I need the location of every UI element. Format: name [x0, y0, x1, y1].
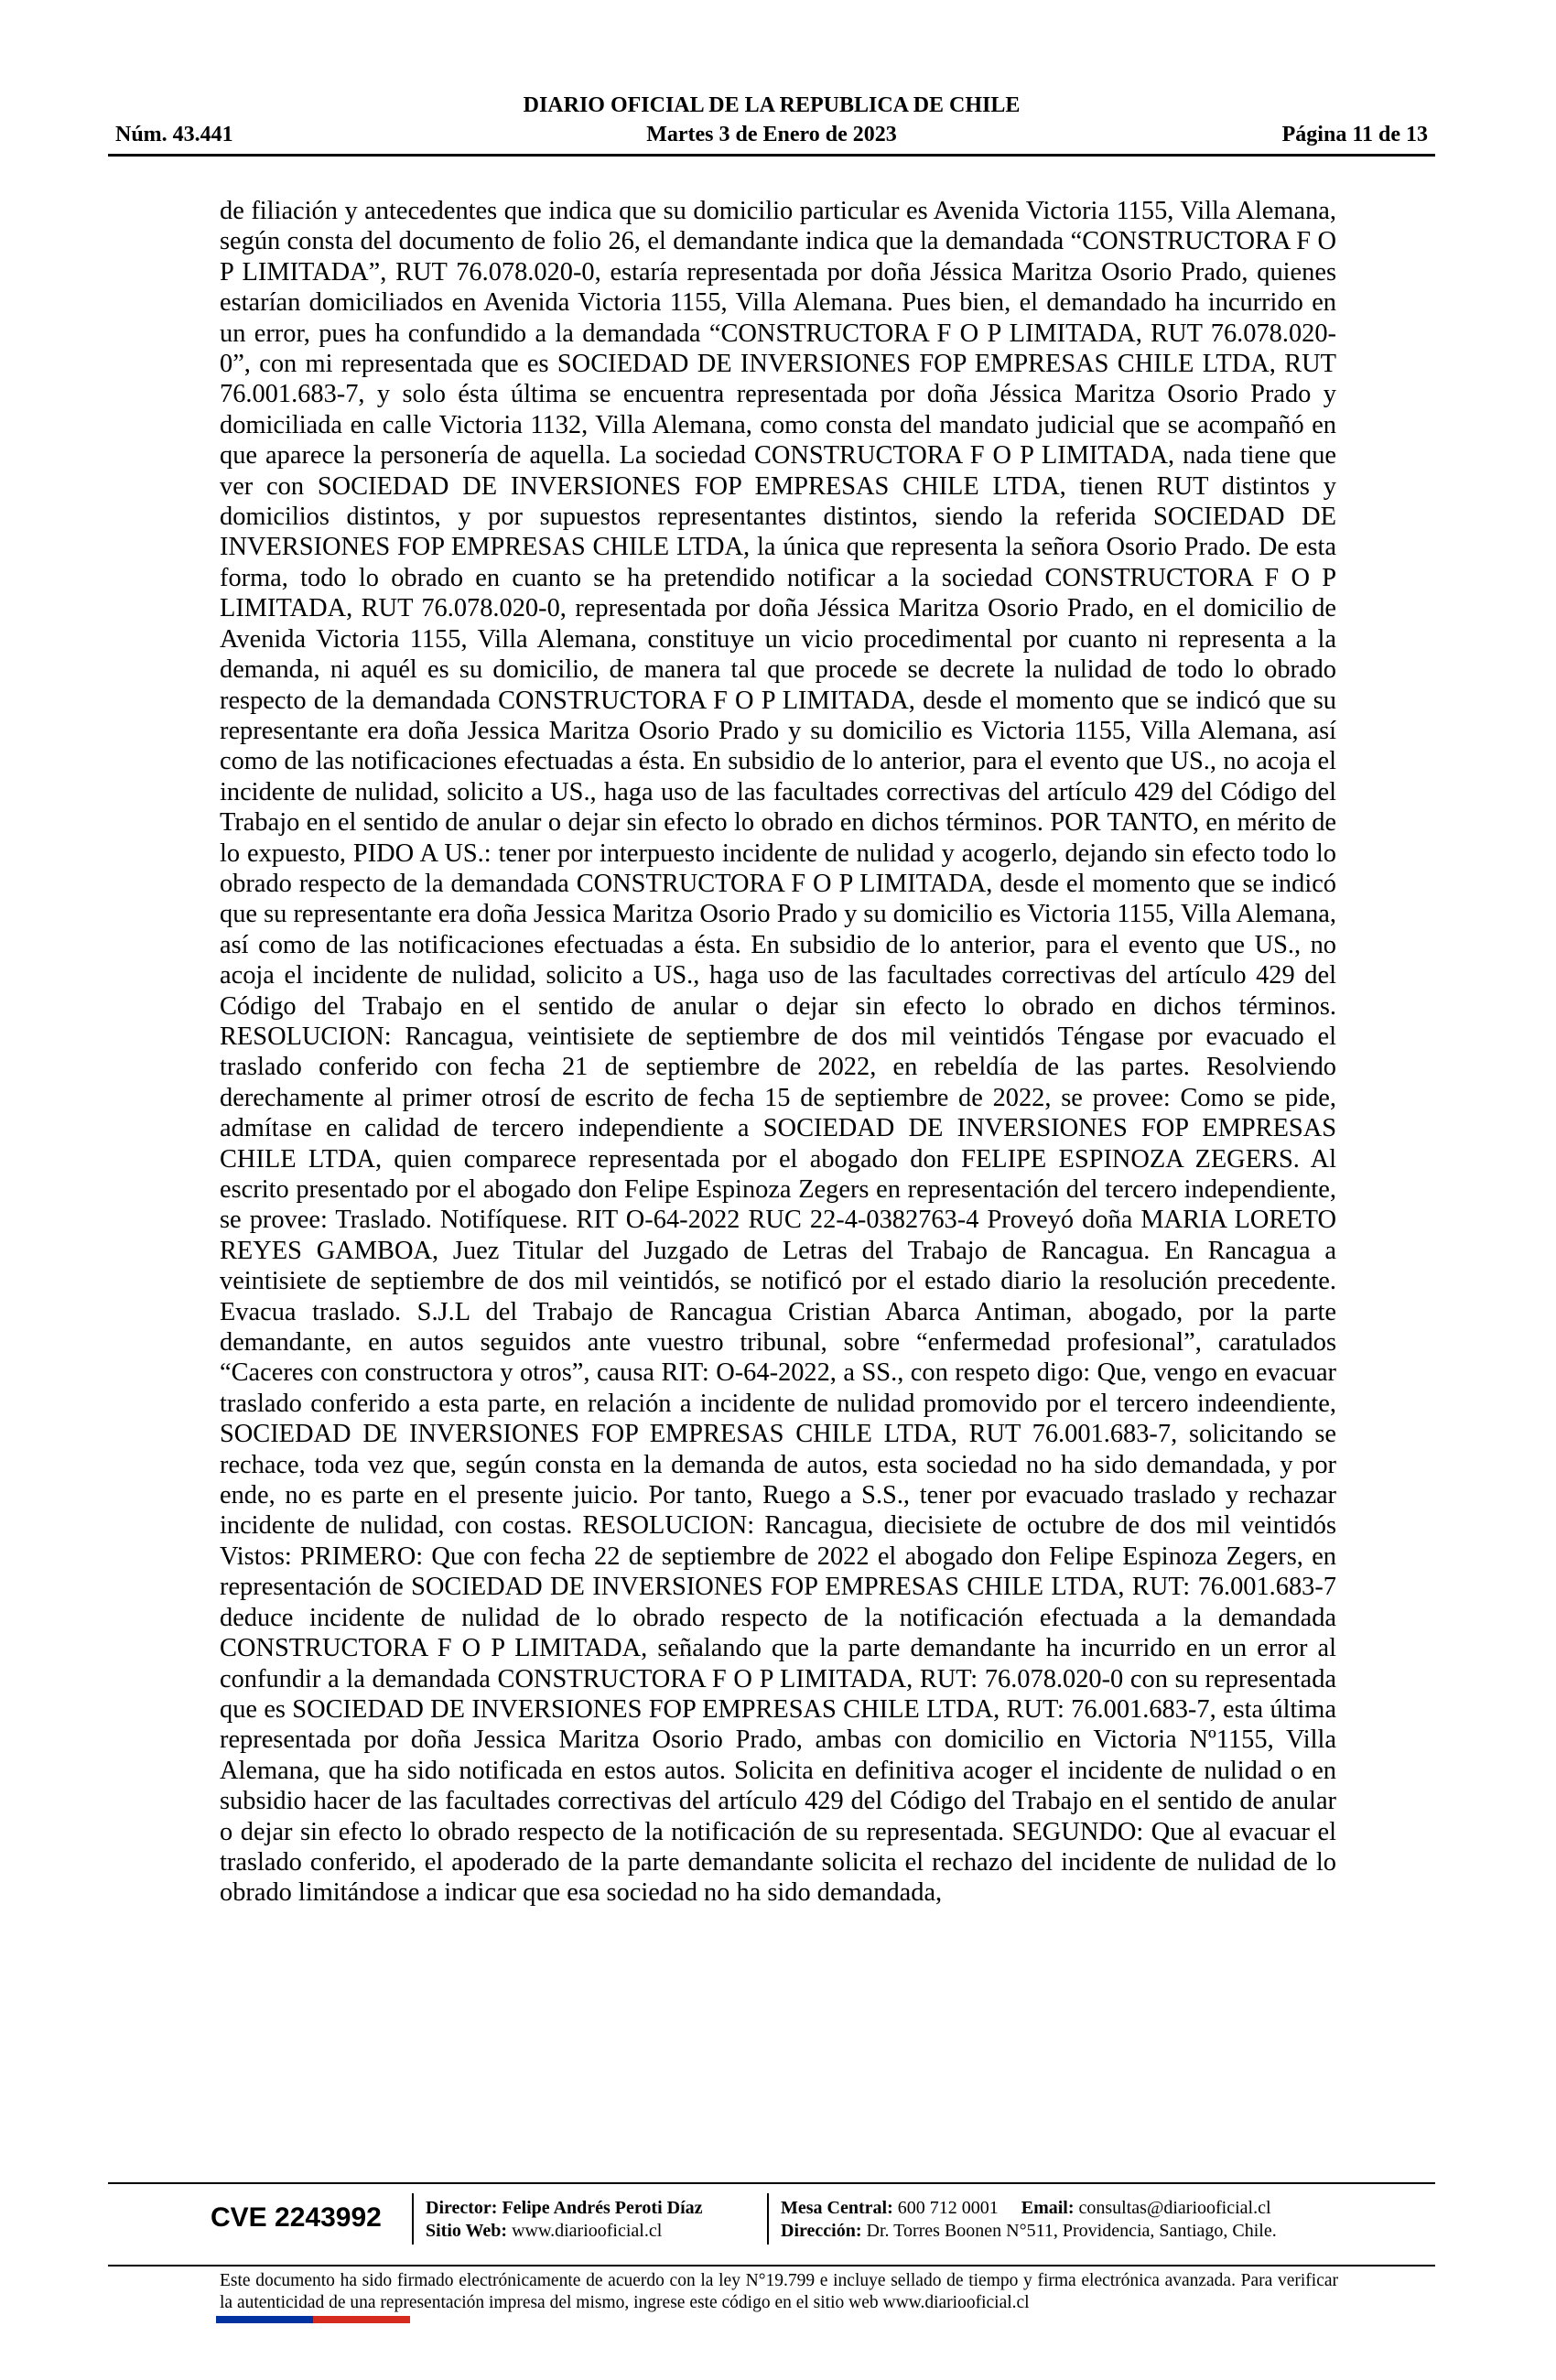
footer-director-block [426, 2197, 703, 2243]
email-label: Email: [1021, 2198, 1075, 2218]
publication-title: DIARIO OFICIAL DE LA REPUBLICA DE CHILE [523, 93, 1021, 117]
email-link[interactable]: consultas@diariooficial.cl [1078, 2198, 1271, 2218]
footer-divider [412, 2193, 414, 2245]
footer-divider [767, 2193, 769, 2245]
director-name: Felipe Andrés Peroti Díaz [502, 2198, 703, 2218]
issue-number: Núm. 43.441 [115, 123, 233, 146]
footer-contact-block [781, 2197, 1277, 2243]
phone-label: Mesa Central: [781, 2198, 893, 2218]
address-label: Dirección: [781, 2221, 862, 2241]
body-paragraph: de filiación y antecedentes que indica que su domicilio particular es Avenida Victoria 1155, Villa Alemana, según consta del documento de folio 26, el demandante indica que la demandada “CONSTRUCTORA F O P LIMITADA”, RUT 76.078.020-0, estaría representada por doña Jéssica Maritza Osorio Prado, quienes estarían domiciliados en Avenida Victoria 1155, Villa Alemana. Pues bien, el demandado ha incurrido en un error, pues ha confundido a la demandada “CONSTRUCTORA F O P LIMITADA, RUT 76.078.020-0”, con mi representada que es SOCIEDAD DE INVERSIONES FOP EMPRESAS CHILE LTDA, RUT 76.001.683-7, y solo ésta última se encuentra representada por doña Jéssica Maritza Osorio Prado y domiciliada en calle Victoria 1132, Villa Alemana, como consta del mandato judicial que se acompañó en que aparece la personería de aquella. La sociedad CONSTRUCTORA F O P LIMITADA, nada tiene que ver con SOCIEDAD DE INVERSIONES FOP EMPRESAS CHILE LTDA, tienen RUT distintos y domicilios distintos, y por supuestos representantes distintos, siendo la referida SOCIEDAD DE INVERSIONES FOP EMPRESAS CHILE LTDA, la única que representa la señora Osorio Prado. De esta forma, todo lo obrado en cuanto se ha pretendido notificar a la sociedad CONSTRUCTORA F O P LIMITADA, RUT 76.078.020-0, representada por doña Jéssica Maritza Osorio Prado, en el domicilio de Avenida Victoria 1155, Villa Alemana, constituye un vicio procedimental por cuanto ni representa a la demanda, ni aquél es su domicilio, de manera tal que procede se decrete la nulidad de todo lo obrado respecto de la demandada CONSTRUCTORA F O P LIMITADA, desde el momento que se indicó que su representante era doña Jessica Maritza Osorio Prado y su domicilio es Victoria 1155, Villa Alemana, así como de las notificaciones efectuadas a ésta. En subsidio de lo anterior, para el evento que US., no acoja el incidente de nulidad, solicito a US., haga uso de las facultades correctivas del artículo 429 del Código del Trabajo en el sentido de anular o dejar sin efecto lo obrado en dichos términos. POR TANTO, en mérito de lo expuesto, PIDO A US.: tener por interpuesto incidente de nulidad y acogerlo, dejando sin efecto todo lo obrado respecto de la demandada CONSTRUCTORA F O P LIMITADA, desde el momento que se indicó que su representante era doña Jessica Maritza Osorio Prado y su domicilio es Victoria 1155, Villa Alemana, así como de las notificaciones efectuadas a ésta. En subsidio de lo anterior, para el evento que US., no acoja el incidente de nulidad, solicito a US., haga uso de las facultades correctivas del artículo 429 del Código del Trabajo en el sentido de anular o dejar sin efecto lo obrado en dichos términos. RESOLUCION: Rancagua, veintisiete de septiembre de dos mil veintidós Téngase por evacuado el traslado conferido con fecha 21 de septiembre de 2022, en rebeldía de las partes. Resolviendo derechamente al primer otrosí de escrito de fecha 15 de septiembre de 2022, se provee: Como se pide, admítase en calidad de tercero independiente a SOCIEDAD DE INVERSIONES FOP EMPRESAS CHILE LTDA, quien comparece representada por el abogado don FELIPE ESPINOZA ZEGERS. Al escrito presentado por el abogado don Felipe Espinoza Zegers en representación del tercero independiente, se provee: Traslado. Notifíquese. RIT O-64-2022 RUC 22-4-0382763-4 Proveyó doña MARIA LORETO REYES GAMBOA, Juez Titular del Juzgado de Letras del Trabajo de Rancagua. En Rancagua a veintisiete de septiembre de dos mil veintidós, se notificó por el estado diario la resolución precedente. Evacua traslado. S.J.L del Trabajo de Rancagua Cristian Abarca Antiman, abogado, por la parte demandante, en autos seguidos ante vuestro tribunal, sobre “enfermedad profesional”, caratulados “Caceres con constructora y otros”, causa RIT: O-64-2022, a SS., con respeto digo: Que, vengo en evacuar traslado conferido a esta parte, en relación a incidente de nulidad promovido por el tercero indeendiente, SOCIEDAD DE INVERSIONES FOP EMPRESAS CHILE LTDA, RUT 76.001.683-7, solicitando se rechace, toda vez que, según consta en la demanda de autos, esta sociedad no ha sido demandada, y por ende, no es parte en el presente juicio. Por tanto, Ruego a S.S., tener por evacuado traslado y rechazar incidente de nulidad, con costas. RESOLUCION: Rancagua, diecisiete de octubre de dos mil veintidós Vistos: PRIMERO: Que con fecha 22 de septiembre de 2022 el abogado don Felipe Espinoza Zegers, en representación de SOCIEDAD DE INVERSIONES FOP EMPRESAS CHILE LTDA, RUT: 76.001.683-7 deduce incidente de nulidad de lo obrado respecto de la notificación efectuada a la demandada CONSTRUCTORA F O P LIMITADA, señalando que la parte demandante ha incurrido en un error al confundir a la demandada CONSTRUCTORA F O P LIMITADA, RUT: 76.078.020-0 con su representada que es SOCIEDAD DE INVERSIONES FOP EMPRESAS CHILE LTDA, RUT: 76.001.683-7, esta última representada por doña Jessica Maritza Osorio Prado, ambas con domicilio en Victoria Nº1155, Villa Alemana, que ha sido notificada en estos autos. Solicita en definitiva acoger el incidente de nulidad o en subsidio hacer de las facultades correctivas del artículo 429 del Código del Trabajo en el sentido de anular o dejar sin efecto lo obrado respecto de la notificación de su representada. SEGUNDO: Que al evacuar el traslado conferido, el apoderado de la parte demandante solicita el rechazo del incidente de nulidad de lo obrado limitándose a indicar que esa sociedad no ha sido demandada, [220, 197, 1336, 1908]
flag-blue-stripe [216, 2316, 313, 2323]
issue-date: Martes 3 de Enero de 2023 [646, 123, 897, 146]
footer-top-rule [108, 2182, 1435, 2184]
director-label: Director: [426, 2198, 498, 2218]
website-label: Sitio Web: [426, 2221, 508, 2241]
website-link[interactable]: www.diariooficial.cl [512, 2221, 663, 2241]
page-header [108, 92, 1435, 157]
cve-code: CVE 2243992 [211, 2202, 382, 2233]
footer-bottom-rule [108, 2265, 1435, 2266]
legal-notice: Este documento ha sido firmado electrónicamente de acuerdo con la ley N°19.799 e incluye sellado de tiempo y firma electrónica avanzada. Para verificar la autenticidad de una representación impresa del mismo, ingrese este código en el sitio web www.diariooficial.cl [220, 2271, 1338, 2312]
page-number: Página 11 de 13 [1281, 123, 1428, 146]
flag-red-stripe [313, 2316, 410, 2323]
phone-number: 600 712 0001 [897, 2198, 999, 2218]
address-text: Dr. Torres Boonen N°511, Providencia, Santiago, Chile. [866, 2221, 1277, 2241]
chile-flag-stripe [216, 2316, 410, 2323]
